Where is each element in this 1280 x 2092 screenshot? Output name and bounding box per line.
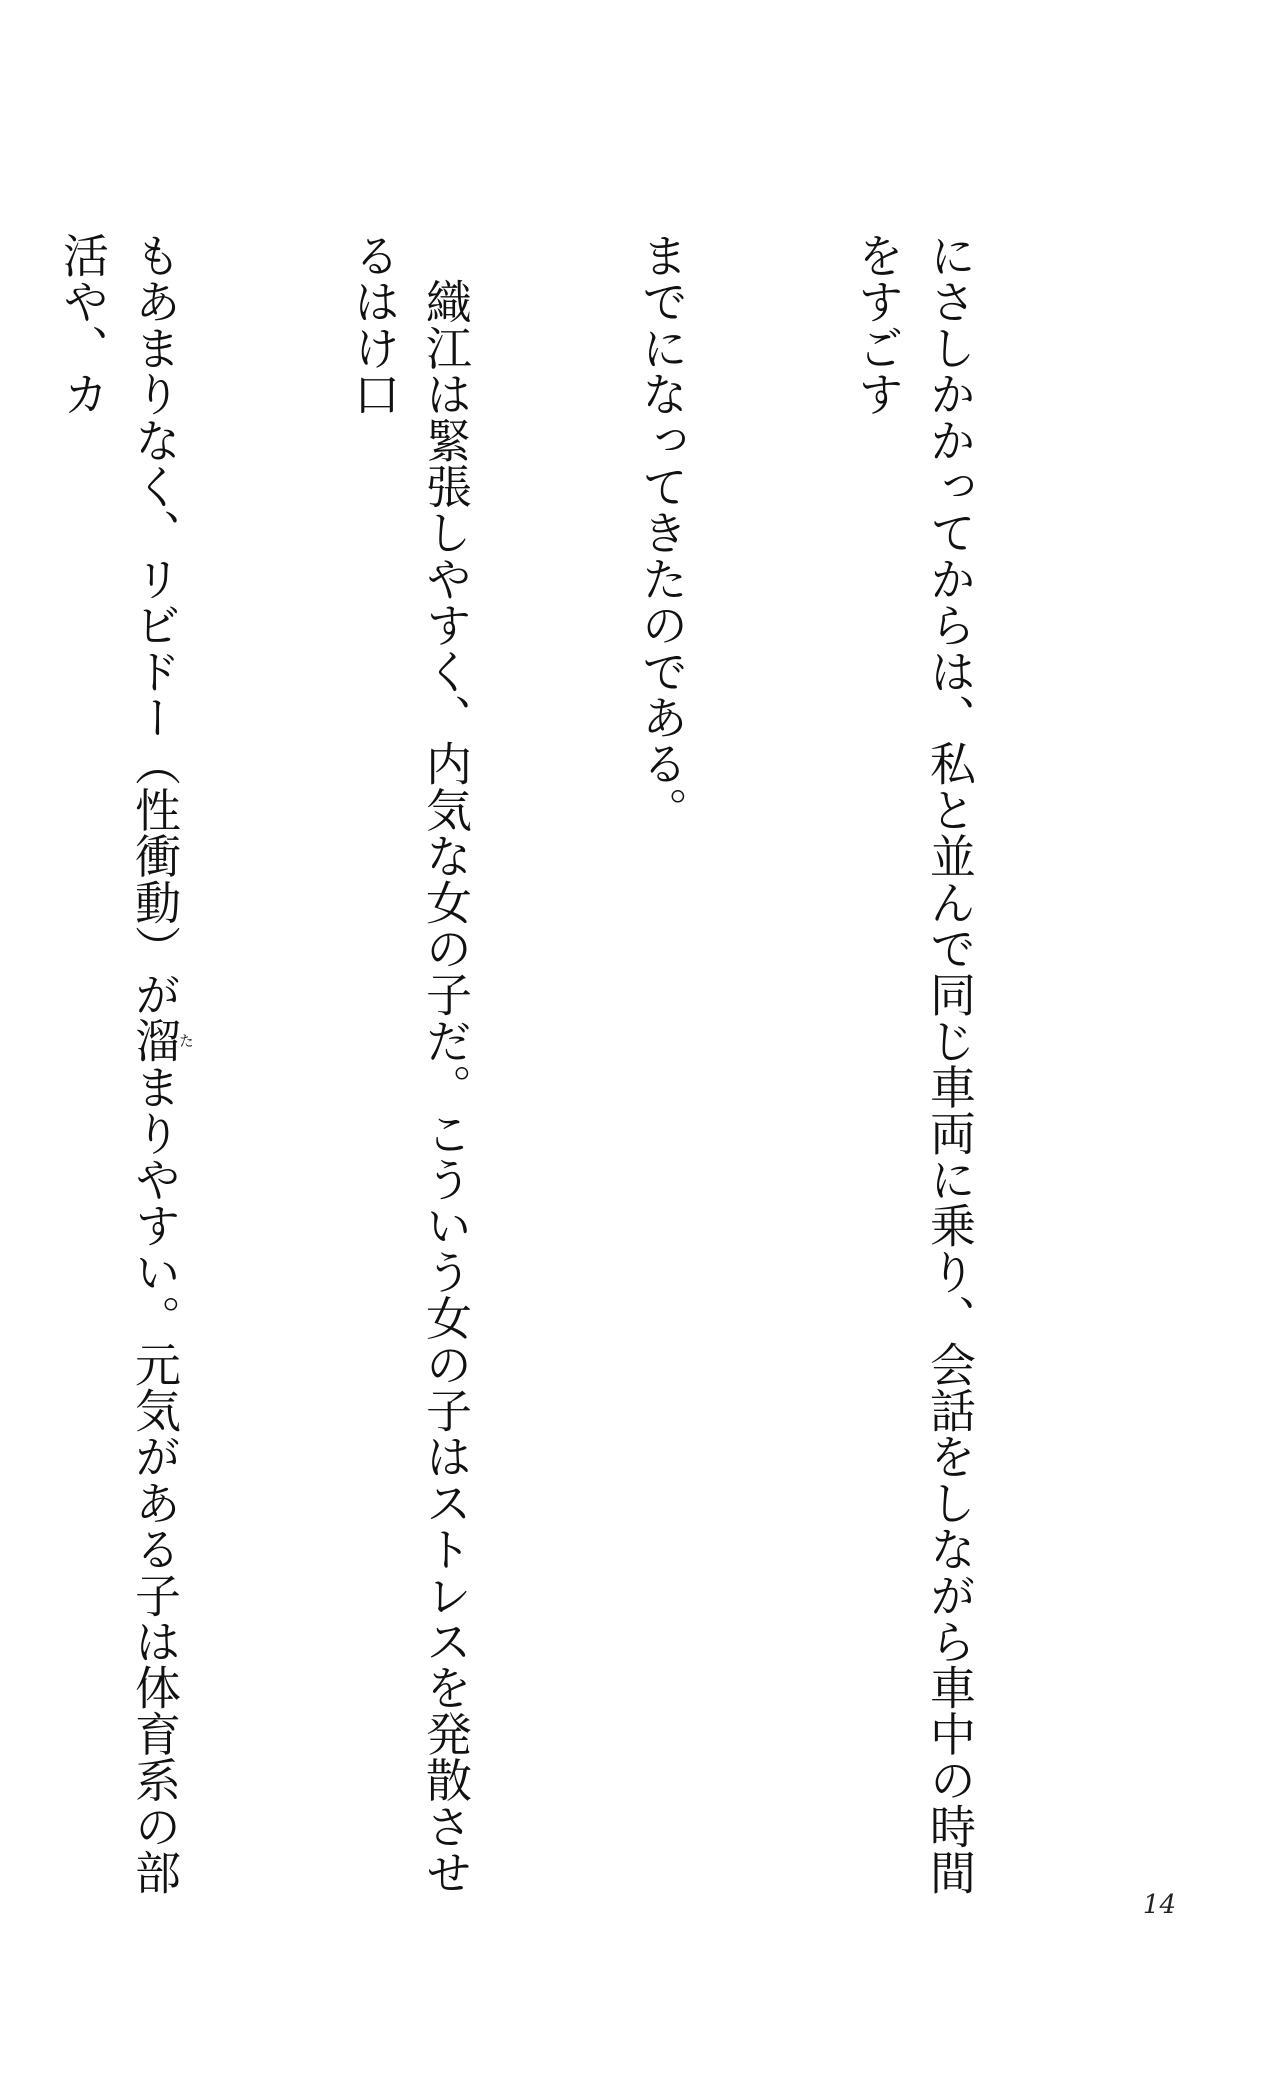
- page-number: 14: [1142, 1890, 1176, 1920]
- ruby-reading: た: [177, 1017, 195, 1064]
- ruby-base: 溜: [128, 1017, 182, 1064]
- text-column-1: [842, 232, 986, 1932]
- text-segment: にさしかかってからは、私と並んで同じ車両に乗り、会話をしながら車中の時間をすごす: [851, 232, 977, 1896]
- text-column-3: [338, 232, 482, 1932]
- ruby-tamari: [128, 1017, 195, 1064]
- vertical-text-block: [0, 232, 1130, 1932]
- text-column-4: [47, 232, 194, 1932]
- text-segment: までになってきたのである。: [635, 232, 689, 833]
- text-column-2: [626, 232, 698, 1932]
- text-segment: まりやすい。元気がある子は体育系の部活や、カ: [56, 232, 182, 1896]
- text-segment: 織江は緊張しやすく、内気な女の子だ。こういう女の子はストレスを発散させるはけ口: [347, 232, 473, 1896]
- text-segment: もあまりなく、リビドー（性衝動）が: [128, 232, 182, 1018]
